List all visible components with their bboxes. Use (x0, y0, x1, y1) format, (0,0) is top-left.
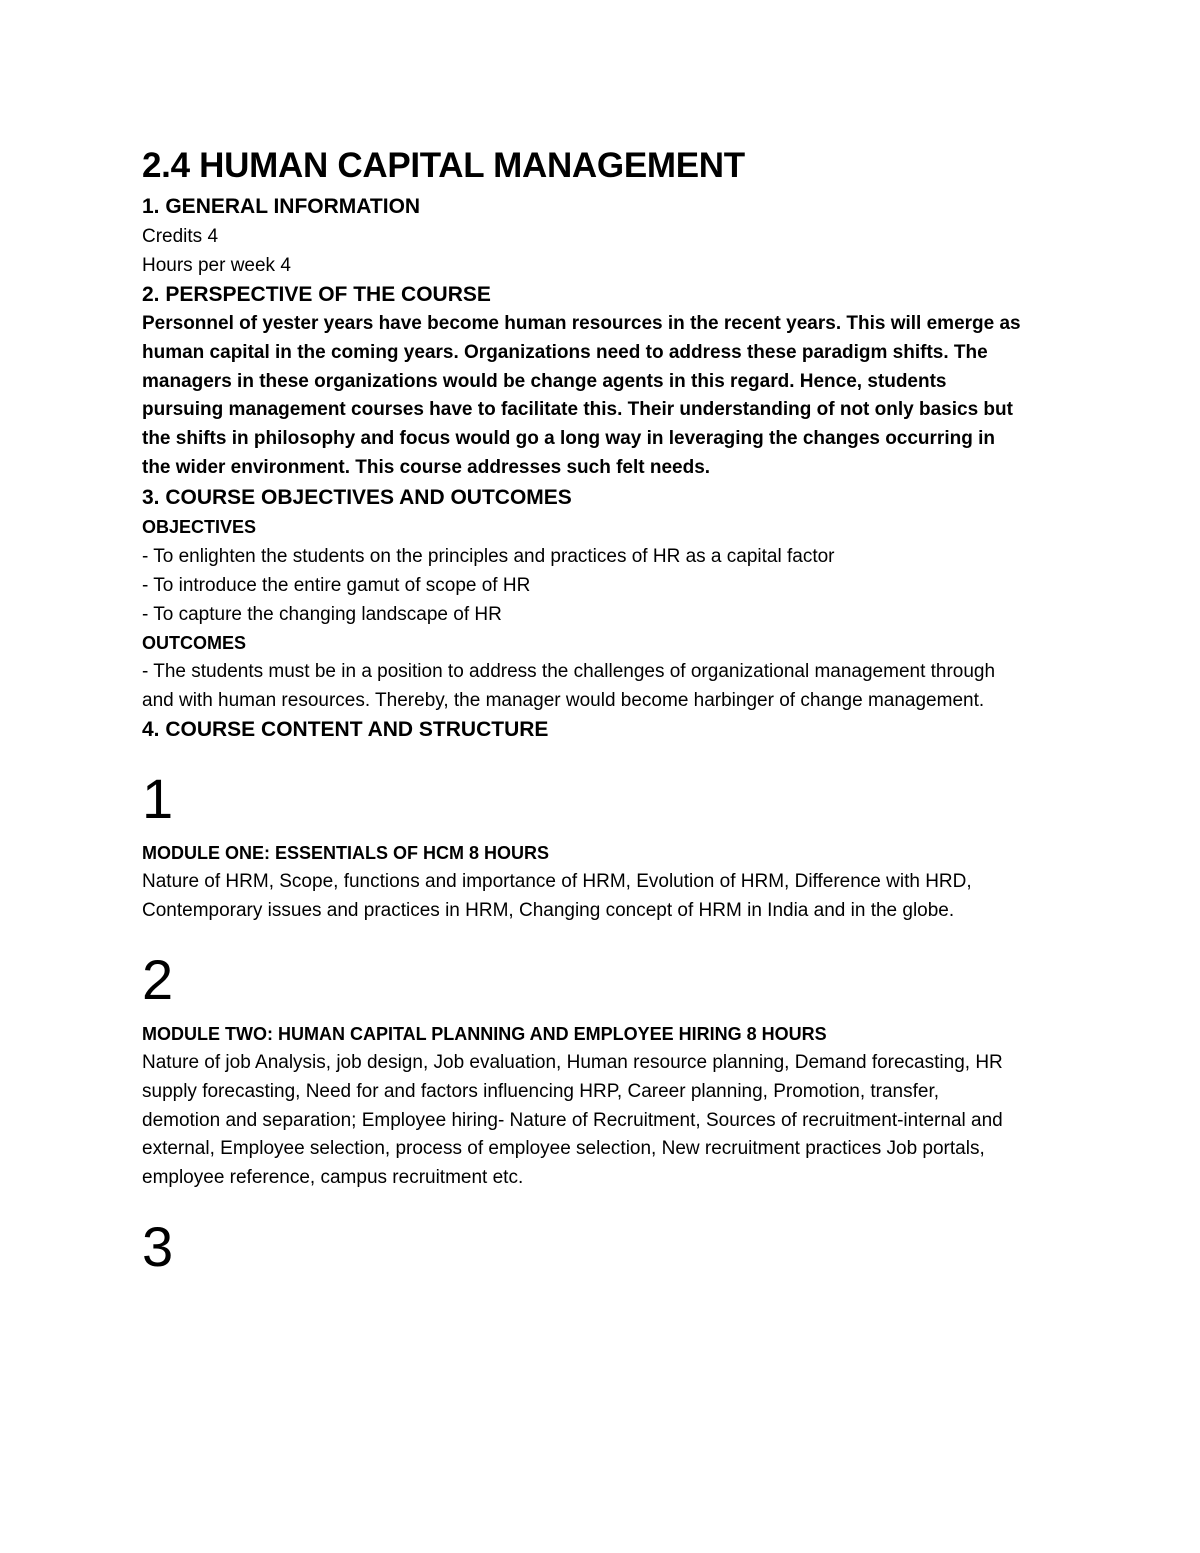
module-number: 2 (142, 947, 174, 1011)
objective-item: - To enlighten the students on the principles and practices of HR as a capital factor (142, 545, 835, 567)
objectives-outcomes-heading: 3. COURSE OBJECTIVES AND OUTCOMES (142, 485, 572, 509)
credits-line: Credits 4 (142, 226, 219, 247)
outcomes-text: - The students must be in a position to address the challenges of organizational management through and with human resources. Thereby, the manager would become harbinger of change management. (142, 660, 996, 711)
general-information-heading: 1. GENERAL INFORMATION (142, 195, 421, 218)
module-title: MODULE ONE: ESSENTIALS OF HCM 8 HOURS (142, 843, 550, 864)
objectives-label: OBJECTIVES (142, 516, 257, 537)
objective-item: - To introduce the entire gamut of scope of HR (142, 574, 531, 596)
outcomes-label: OUTCOMES (142, 632, 247, 653)
module-description: Nature of job Analysis, job design, Job evaluation, Human resource planning, Demand forecasting, HR supply forecasting, Need for and factors influencing HRP, Career planning, Promotion, transfer, demotion and separation; Employee hiring- Nature of Recruitment, Sources of recruitment-internal and external, Employee selection, process of employee selection, New recruitment practices Job portals, employee reference, campus recruitment etc. (142, 1051, 1003, 1189)
perspective-text: Personnel of yester years have become human resources in the recent years. This will emerge as human capital in the coming years. Organizations need to address these paradigm shifts. The managers in these organizations would be change agents in this regard. Hence, students pursuing management courses have to facilitate this. Their understanding of not only basics but the shifts in philosophy and focus would go a long way in leveraging the changes occurring in the wider environment. This course addresses such felt needs. (142, 313, 1021, 478)
hours-line: Hours per week 4 (142, 255, 291, 276)
objective-item: - To capture the changing landscape of HR (142, 603, 502, 625)
document-title: 2.4 HUMAN CAPITAL MANAGEMENT (142, 146, 745, 185)
module-number: 3 (142, 1214, 174, 1278)
course-content-heading: 4. COURSE CONTENT AND STRUCTURE (142, 718, 549, 742)
document-page (142, 140, 1042, 1287)
perspective-heading: 2. PERSPECTIVE OF THE COURSE (142, 283, 491, 306)
module-title: MODULE TWO: HUMAN CAPITAL PLANNING AND EMPLOYEE HIRING 8 HOURS (142, 1023, 827, 1044)
module-three (142, 1207, 1042, 1287)
module-number: 1 (142, 767, 174, 831)
module-one (142, 759, 1042, 926)
module-description: Nature of HRM, Scope, functions and importance of HRM, Evolution of HRM, Difference with HRD, Contemporary issues and practices in HRM, Changing concept of HRM in India and in the globe. (142, 871, 972, 922)
module-two (142, 940, 1042, 1193)
